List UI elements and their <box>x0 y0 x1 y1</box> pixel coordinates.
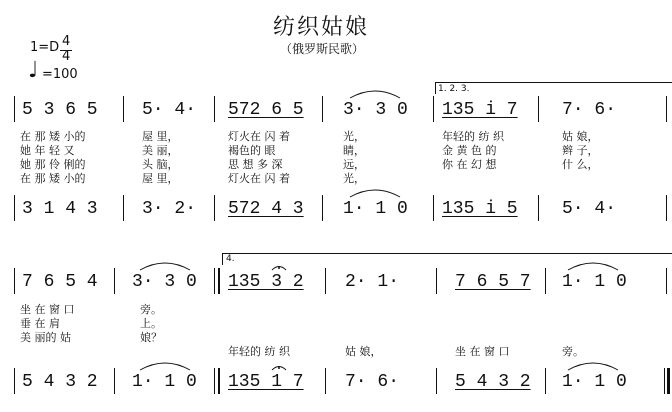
measure-2-5: 135 i 5 <box>442 199 518 219</box>
lyric: 远， <box>343 158 365 171</box>
lyric: 光， <box>343 172 365 185</box>
tempo-value: =100 <box>42 67 78 82</box>
song-subtitle: （俄罗斯民歌） <box>280 42 365 56</box>
measure-1-4: 3· 3 0 <box>343 100 408 120</box>
song-title: 纺织姑娘 <box>273 15 370 40</box>
measure-3-3: 135 3 2 <box>228 272 304 292</box>
lyric: 什 么， <box>562 158 599 171</box>
tie-slur <box>350 91 400 98</box>
lyric: 旁。 <box>562 345 584 358</box>
measure-3-4: 2· 1· <box>345 272 400 292</box>
lyric: 灯火在 闪 着 <box>228 172 290 185</box>
lyric: 思 想 多 深 <box>228 158 283 171</box>
lyric: 辫 子， <box>562 144 599 157</box>
lyric: 头 脑， <box>142 158 179 171</box>
lyric: 屋 里， <box>142 130 179 143</box>
measure-3-1: 7 6 5 4 <box>22 272 98 292</box>
lyric: 坐 在 窗 口 <box>20 303 75 316</box>
lyric: 她 那 伶 俐的 <box>20 158 86 171</box>
tie-slur <box>140 263 190 270</box>
lyric: 姑 娘， <box>562 130 599 143</box>
lyric: 灯火在 闪 着 <box>228 130 290 143</box>
measure-4-6: 1· 1 0 <box>562 372 627 392</box>
measure-2-1: 3 1 4 3 <box>22 199 98 219</box>
tie-slur <box>350 190 400 197</box>
lyric: 在 那 矮 小的 <box>20 172 86 185</box>
measure-1-1: 5 3 6 5 <box>22 100 98 120</box>
lyric: 上。 <box>140 317 162 330</box>
measure-2-6: 5· 4· <box>562 199 617 219</box>
measure-4-5: 5 4 3 2 <box>455 372 531 392</box>
lyric: 在 那 矮 小的 <box>20 130 86 143</box>
lyric: 坐 在 窗 口 <box>455 345 510 358</box>
lyric: 年轻的 纺 织 <box>228 345 290 358</box>
lyric: 年轻的 纺 织 <box>442 130 504 143</box>
lyric: 美 丽的 姑 <box>20 331 71 344</box>
tie-slur <box>568 263 618 270</box>
measure-1-3: 572 6 5 <box>228 100 304 120</box>
volta-1-label: 1. 2. 3. <box>438 84 470 94</box>
measure-2-3: 572 4 3 <box>228 199 304 219</box>
key-signature: 1=D <box>30 40 60 55</box>
lyric: 褐色的 眼 <box>228 144 276 157</box>
measure-3-5: 7 6 5 7 <box>455 272 531 292</box>
time-signature-denominator: 4 <box>62 49 71 64</box>
measure-4-4: 7· 6· <box>345 372 400 392</box>
measure-2-2: 3· 2· <box>142 199 197 219</box>
measure-2-4: 1· 1 0 <box>343 199 408 219</box>
measure-4-3: 135 1 7 <box>228 372 304 392</box>
fermata-dot <box>278 367 280 369</box>
lyric: 旁。 <box>140 303 162 316</box>
tie-slur <box>140 363 190 370</box>
volta-2-label: 4. <box>226 254 235 264</box>
lyric: 金 黄 色 的 <box>442 144 497 157</box>
time-signature-numerator: 4 <box>62 34 71 49</box>
lyric: 娘？ <box>140 331 162 344</box>
lyric: 美 丽， <box>142 144 179 157</box>
lyric: 睛， <box>343 144 365 157</box>
measure-4-1: 5 4 3 2 <box>22 372 98 392</box>
lyric: 姑 娘， <box>345 345 382 358</box>
measure-4-2: 1· 1 0 <box>132 372 197 392</box>
tempo-note-icon: ♩ <box>28 58 39 83</box>
tie-slur <box>568 363 618 370</box>
measure-1-5: 135 i 7 <box>442 100 518 120</box>
lyric: 屋 里， <box>142 172 179 185</box>
fermata-dot <box>278 267 280 269</box>
lyric: 你 在 幻 想 <box>442 158 497 171</box>
lyric: 光， <box>343 130 365 143</box>
lyric: 垂 在 肩 <box>20 317 60 330</box>
measure-3-6: 1· 1 0 <box>562 272 627 292</box>
measure-1-2: 5· 4· <box>142 100 197 120</box>
lyric: 她 年 轻 又 <box>20 144 75 157</box>
measure-3-2: 3· 3 0 <box>132 272 197 292</box>
measure-1-6: 7· 6· <box>562 100 617 120</box>
